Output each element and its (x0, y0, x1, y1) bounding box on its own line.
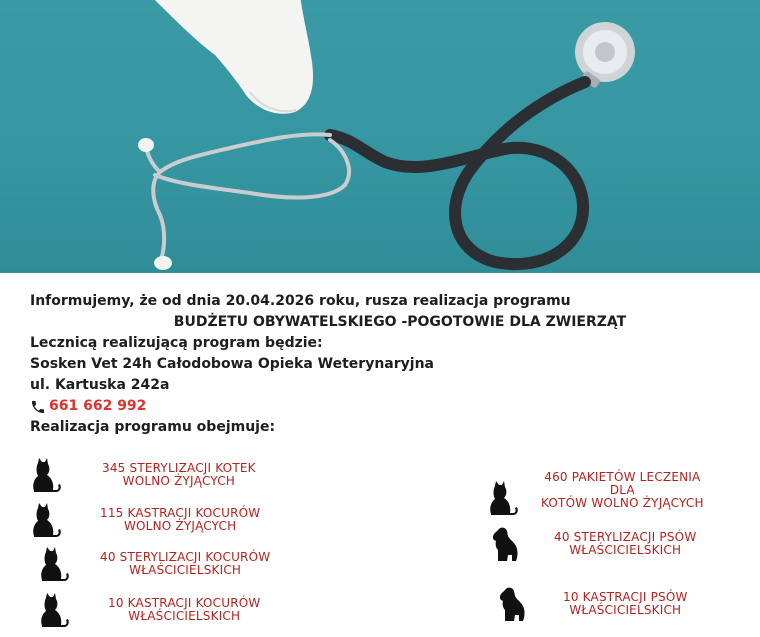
item-label: 10 KASTRACJI KOCURÓW WŁAŚCICIELSKICH (108, 596, 261, 623)
cat-icon (36, 592, 70, 628)
phone-number-link[interactable]: 661 662 992 (49, 398, 147, 414)
list-item (497, 586, 688, 622)
item-label: 10 KASTRACJI PSÓW WŁAŚCICIELSKICH (563, 590, 688, 617)
hero-image (0, 0, 760, 273)
list-item (28, 502, 260, 538)
item-label: 115 KASTRACJI KOCURÓW WOLNO ŻYJĄCYCH (100, 506, 261, 533)
item-label: 460 PAKIETÓW LECZENIA DLA KOTÓW WOLNO ŻYJĄCYCH (541, 469, 704, 510)
phone-icon (30, 399, 46, 415)
clinic-name: Sosken Vet 24h Całodobowa Opieka Weterynaryjna (30, 356, 434, 372)
item-label: 40 STERYLIZACJI PSÓW WŁAŚCICIELSKICH (554, 530, 697, 557)
program-info (30, 291, 730, 438)
list-item (485, 464, 704, 516)
cat-icon (28, 502, 62, 538)
clinic-address: ul. Kartuska 242a (30, 377, 170, 393)
list-item (490, 526, 696, 562)
item-label: 40 STERYLIZACJI KOCURÓW WŁAŚCICIELSKICH (100, 550, 271, 577)
cat-icon (36, 546, 70, 582)
announcement-line: Informujemy, że od dnia 20.04.2026 roku, rusza realizacja programu (30, 293, 571, 309)
stethoscope-illustration (0, 0, 760, 273)
list-item (36, 592, 261, 628)
cat-icon (28, 457, 62, 493)
cat-icon (485, 480, 519, 516)
phone-row (30, 396, 730, 417)
dog-icon (497, 586, 531, 622)
list-item (36, 546, 270, 582)
program-scope-heading: Realizacja programu obejmuje: (30, 419, 276, 435)
clinic-intro: Lecznicą realizującą program będzie: (30, 335, 323, 351)
program-name: BUDŻETU OBYWATELSKIEGO -POGOTOWIE DLA ZWIERZĄT (173, 314, 627, 330)
item-label: 345 STERYLIZACJI KOTEK WOLNO ŻYJĄCYCH (102, 461, 256, 488)
dog-icon (490, 526, 524, 562)
list-item (28, 457, 256, 493)
